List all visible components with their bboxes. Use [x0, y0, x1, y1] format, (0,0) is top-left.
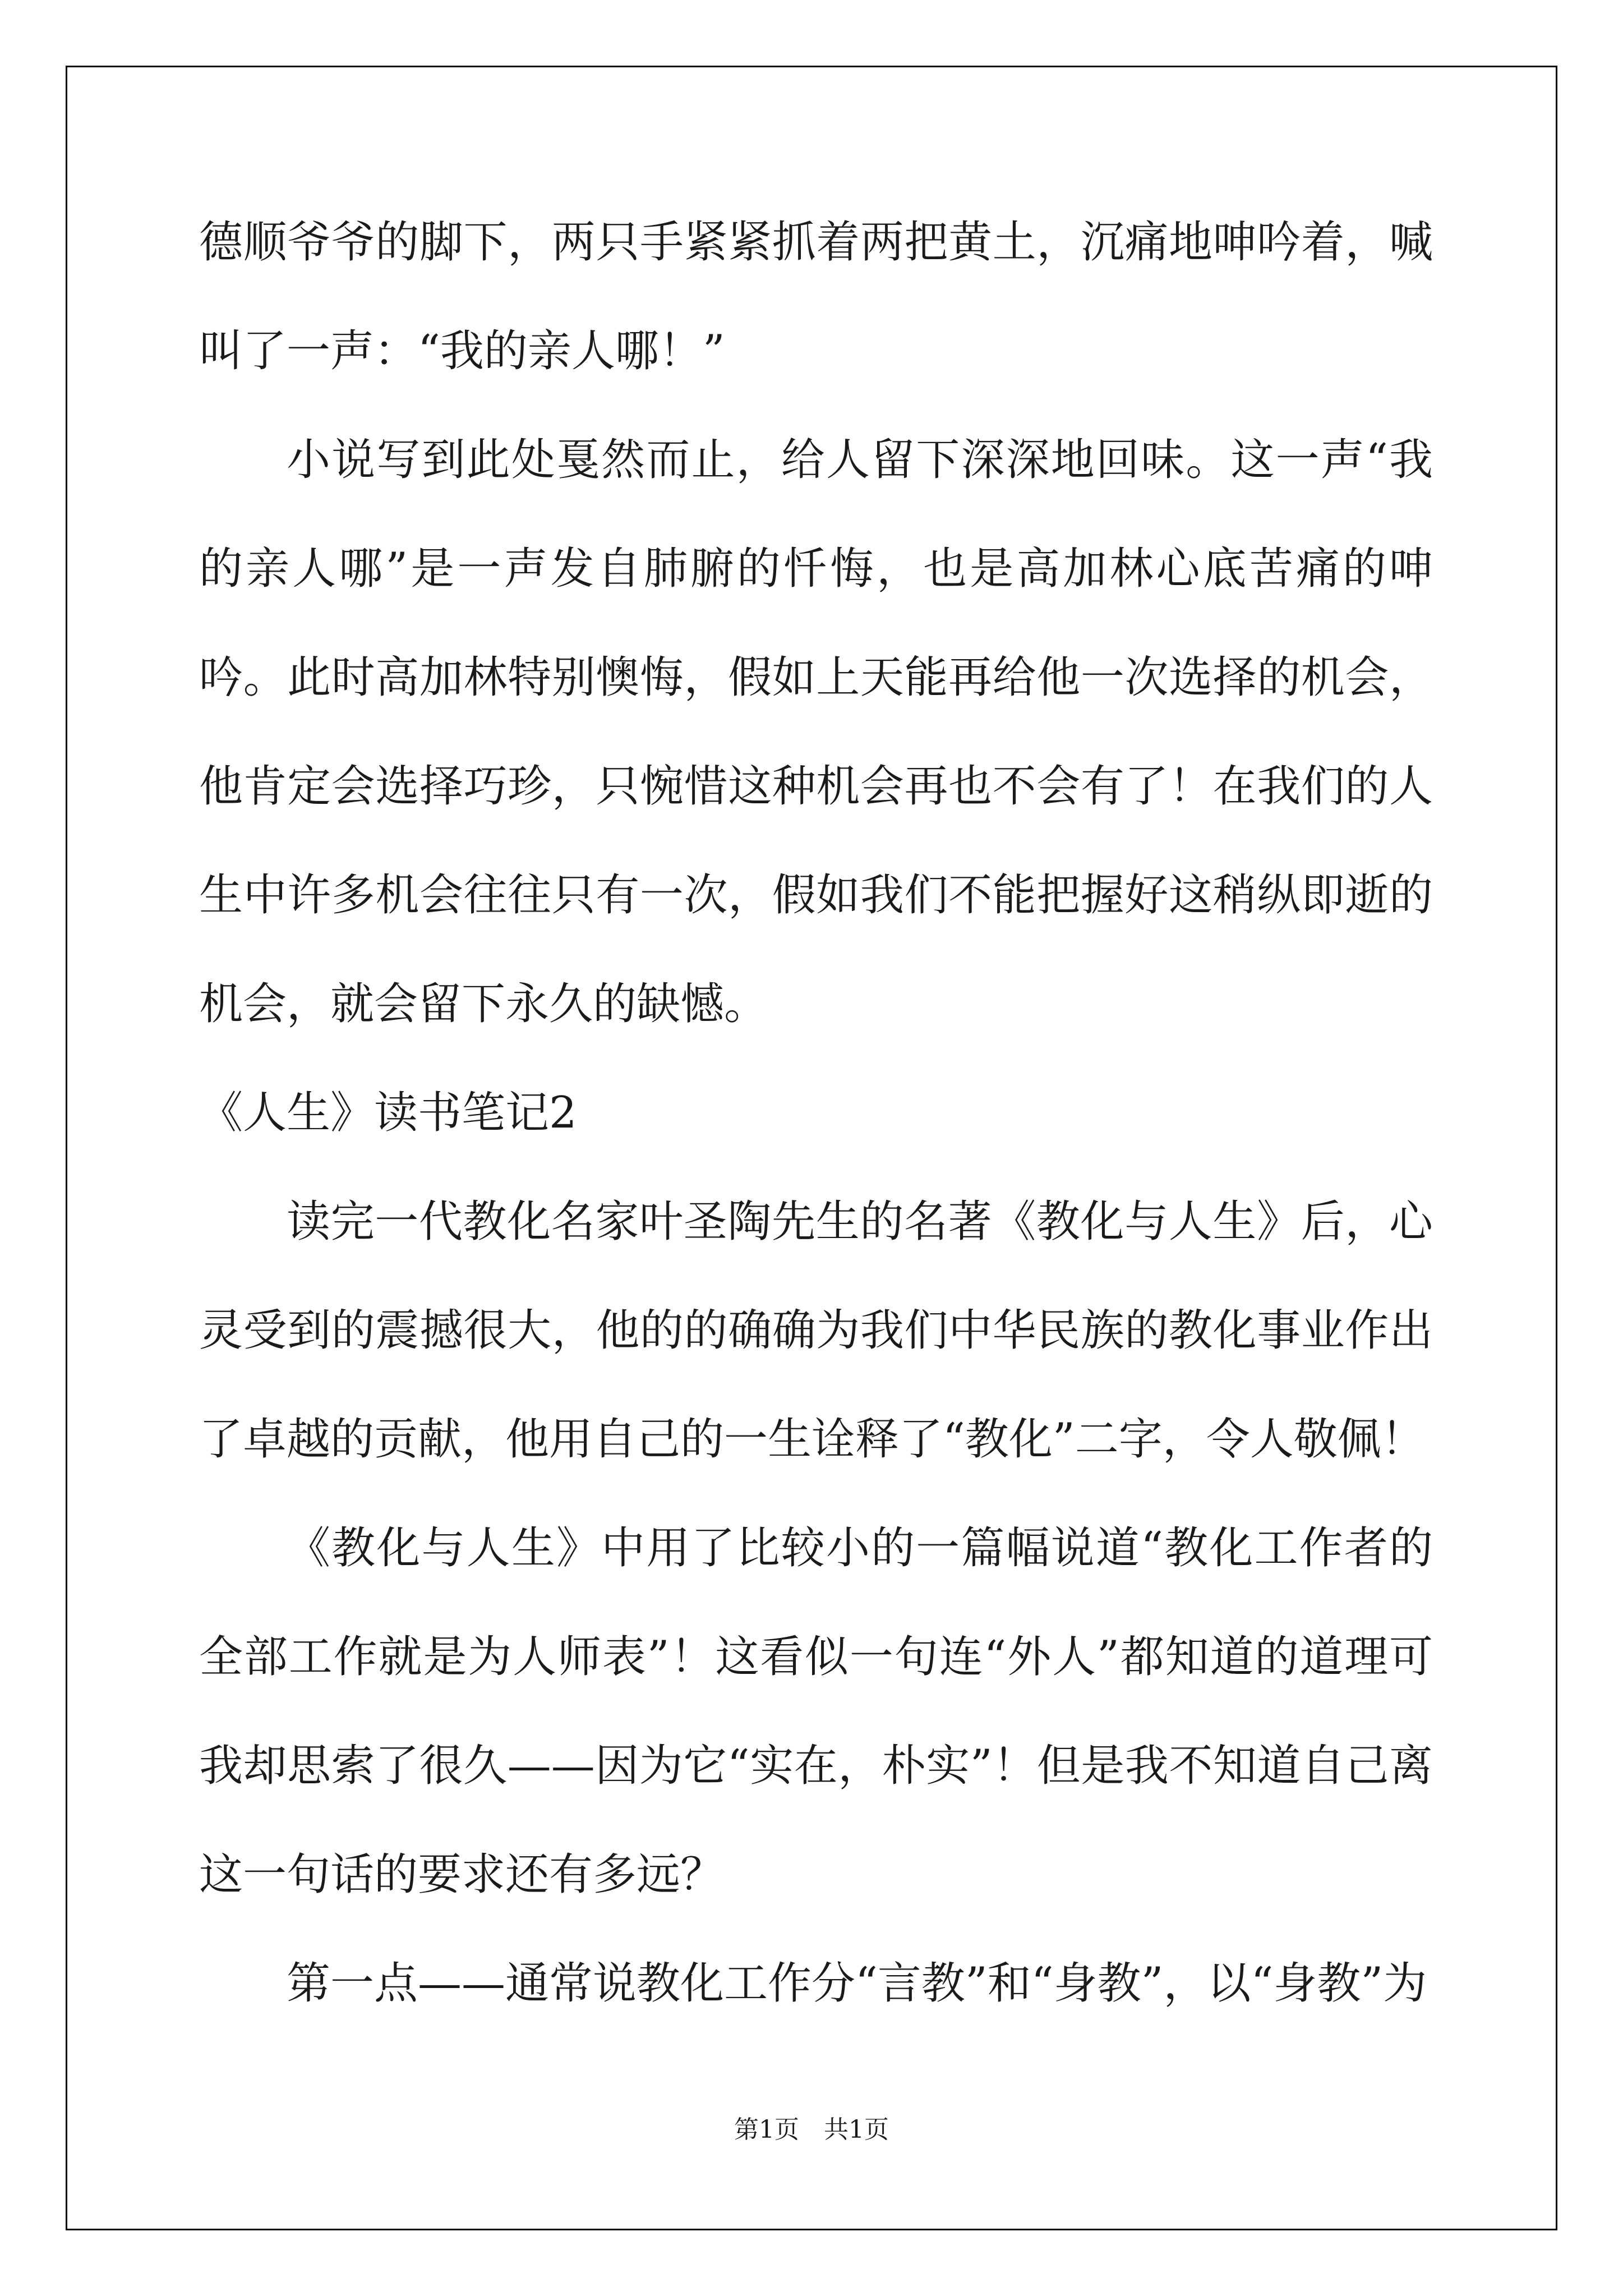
- paragraph-5: 第一点——通常说教化工作分“言教”和“身教”，以“身教”为: [287, 1958, 1427, 2009]
- page-footer: 第1页 共1页: [734, 2115, 889, 2144]
- paragraph-3: 读完一代教化名家叶圣陶先生的名著《教化与人生》后，心灵受到的震撼很大，他的的确确为我们中华民族的教化事业作出了卓越的贡献，他用自己的一生诠释了“教化”二字，令人敬佩！: [199, 1197, 1433, 1465]
- section-heading: 《人生》读书笔记2: [199, 1088, 577, 1138]
- document-body: [199, 188, 1433, 2038]
- paragraph-4: 《教化与人生》中用了比较小的一篇幅说道“教化工作者的全部工作就是为人师表”！这看似一句连“外人”都知道的道理可我却思索了很久——因为它“实在，朴实”！但是我不知道自己离这一句话的要求还有多远？: [199, 1523, 1433, 1900]
- paragraph-1: 德顺爷爷的脚下，两只手紧紧抓着两把黄土，沉痛地呻吟着，喊叫了一声：“我的亲人哪！”: [199, 217, 1433, 376]
- paragraph-2: 小说写到此处戛然而止，给人留下深深地回味。这一声“我的亲人哪”是一声发自肺腑的忏悔，也是高加林心底苦痛的呻吟。此时高加林特别懊悔，假如上天能再给他一次选择的机会，他肯定会选择巧珍，只惋惜这种机会再也不会有了！在我们的人生中许多机会往往只有一次，假如我们不能把握好这稍纵即逝的机会，就会留下永久的缺憾。: [199, 435, 1433, 1029]
